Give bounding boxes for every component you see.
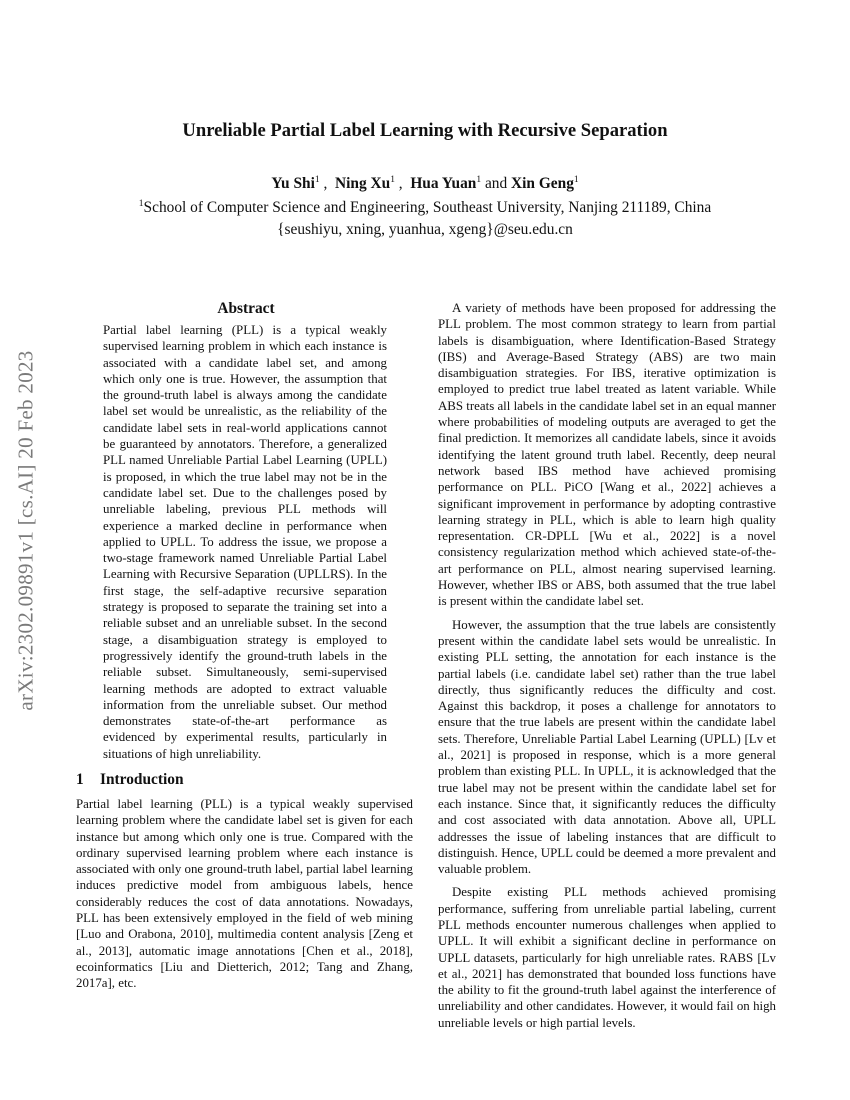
author-name: Hua Yuan: [410, 175, 477, 192]
intro-paragraph-2: A variety of methods have been proposed for addressing the PLL problem. The most common strategy to learn from partial labels is disambiguation, where Identification-Based Strategy (IBS) and Average-Based Strategy (ABS) are two main disambiguation strategies. For IBS, iterative optimization is employed to predict true label treated as latent variable. While ABS treats all labels in the candidate label set in an equal manner where probabilities of modeling outputs are averaged to get the final prediction. It memorizes all candidate labels, since it avoids identifying the latent ground truth label. Recently, deep neural network based IBS method have achieved promising performance on PLL. PiCO [Wang et al., 2022] achieves a significant improvement in performance by adopting contrastive learning strategy in PLL, which is able to learn high quality representation. CR-DPLL [Wu et al., 2022] is a novel consistency regularization method which achieved state-of-the-art performance on PLL, almost nearing supervised learning. However, whether IBS or ABS, both assumed that the true label is present within the candidate label set.: [438, 301, 776, 609]
intro-paragraph-4: Despite existing PLL methods achieved promising performance, suffering from unreliable partial labeling, current PLL methods encounter numerous challenges when applied to UPLL. It will exhibit a significant decline in performance on UPLL datasets, particularly for high unreliable rates. RABS [Lv et al., 2021] has demonstrated that bounded loss functions have the ability to fit the ground-truth label against the interference of unreliability and other candidates. However, it would fail on high unreliable levels or high partial levels.: [438, 885, 776, 1030]
arxiv-watermark: [2, 300, 50, 760]
section-number: 1: [76, 771, 84, 788]
author-name: Yu Shi: [271, 175, 315, 192]
author-list: [0, 175, 850, 193]
paper-title: Unreliable Partial Label Learning with Recursive Separation: [182, 120, 668, 141]
abstract-text: Partial label learning (PLL) is a typical weakly supervised learning problem in which each instance is associated with a candidate label set, and among which only one is true. However, the assumption that the ground-truth label is always among the candidate label set would be unrealistic, as the reliability of the candidate label sets in real-world applications cannot be guaranteed by annotators. Therefore, a generalized PLL named Unreliable Partial Label Learning (UPLL) is proposed, in which the true label may not be in the candidate label set. Due to the challenges posed by unreliable labeling, previous PLL methods will experience a marked decline in performance when applied to UPLL. To address the issue, we propose a two-stage framework named Unreliable Partial Label Learning with Recursive Separation (UPLLRS). In the first stage, the self-adaptive recursive separation strategy is proposed to separate the training set into a reliable subset and an unreliable subset. In the second stage, a disambiguation strategy is employed to progressively identify the ground-truth labels in the reliable subset. Simultaneously, semi-supervised learning methods are adopted to extract valuable information from the unreliable subset. Our method demonstrates state-of-the-art performance as evidenced by experimental results, particularly in situations of high unreliability.: [103, 323, 387, 761]
affiliation: [0, 199, 850, 217]
author-separator: ,: [319, 175, 336, 192]
author-affil-mark: 1: [476, 174, 482, 185]
abstract-body: [103, 322, 387, 769]
affiliation-mark: 1: [138, 198, 144, 209]
author-separator: ,: [394, 175, 411, 192]
section-heading-introduction: [76, 771, 416, 789]
intro-right-column: [438, 300, 776, 1038]
affiliation-text: School of Computer Science and Engineering, Southeast University, Nanjing 211189, China: [143, 199, 712, 216]
abstract-heading: Abstract: [217, 300, 275, 317]
author-emails[interactable]: {seushiyu, xning, yuanhua, xgeng}@seu.edu.cn: [277, 221, 573, 238]
arxiv-id[interactable]: arXiv:2302.09891v1 [cs.AI] 20 Feb 2023: [13, 349, 38, 711]
intro-paragraph-3: However, the assumption that the true labels are consistently present within the candidate label sets would be unrealistic. In existing PLL setting, the annotation for each instance is the partial labels (i.e. candidate label set) rather than the true label directly, thus significantly reduces the difficulty and cost. Against this backdrop, it poses a challenge for annotators to ensure that the true labels are present within the candidate label sets. Therefore, Unreliable Partial Label Learning (UPLL) [Lv et al., 2021] is proposed in response, which is a more general problem than existing PLL. In UPLL, it is acknowledged that the true label may not be present within the candidate label set for each instance. Since that, it significantly reduces the difficulty and cost associated with data annotation. Above all, UPLL addresses the issue of labeling instances that are difficult to distinguish. Hence, UPLL could be deemed a more prevalent and valuable problem.: [438, 617, 776, 877]
author-and: and: [481, 175, 512, 192]
author-affil-mark: 1: [314, 174, 320, 185]
author-name: Ning Xu: [335, 175, 391, 192]
section-title: Introduction: [100, 771, 184, 788]
author-name: Xin Geng: [511, 175, 574, 192]
intro-left-column: [76, 796, 413, 999]
intro-paragraph-1: Partial label learning (PLL) is a typical weakly supervised learning problem where the candidate label set is given for each instance but among which only one is true. Compared with the ordinary supervised learning problem where each instance is associated with only one ground-truth label, partial label learning induces predictive model from ambiguous labels, hence considerably reduces the cost of data annotations. Nowadays, PLL has been extensively employed in the field of web mining [Luo and Orabona, 2010], multimedia content analysis [Zeng et al., 2013], automatic image annotations [Chen et al., 2018], ecoinformatics [Liu and Dietterich, 2012; Tang and Zhang, 2017a], etc.: [76, 797, 413, 991]
author-affil-mark: 1: [390, 174, 395, 185]
author-affil-mark: 1: [573, 174, 579, 185]
